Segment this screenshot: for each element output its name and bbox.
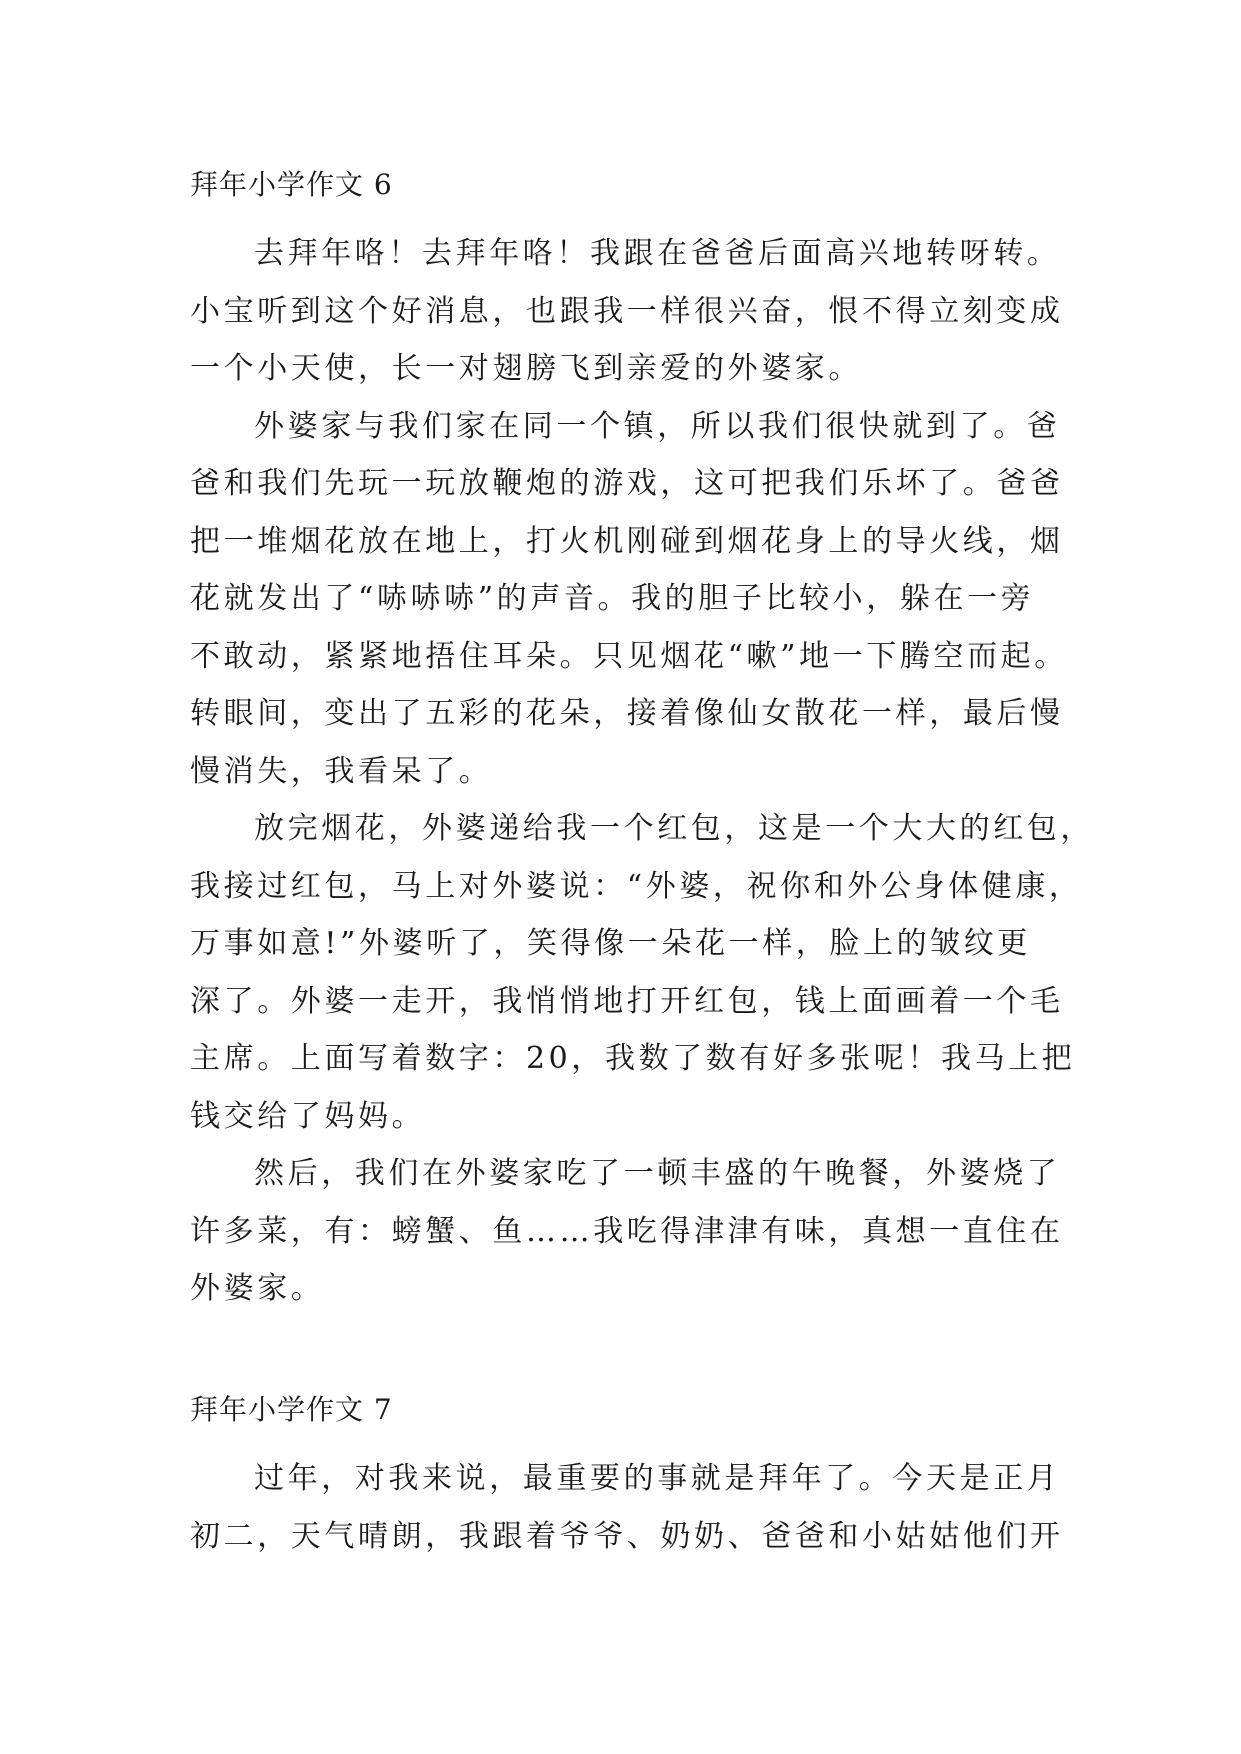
text-line: 钱交给了妈妈。 [190, 1098, 426, 1134]
paragraph [190, 1450, 1064, 1565]
text-line: 放完烟花，外婆递给我一个红包，这是一个大大的红包， [254, 811, 1094, 846]
text-line: 我接过红包，马上对外婆说：“外婆，祝你和外公身体健康， [190, 868, 1083, 904]
essay-section [190, 1390, 1064, 1565]
text-line: 爸和我们先玩一玩放鞭炮的游戏，这可把我们乐坏了。爸爸 [190, 466, 1064, 501]
text-line: 小宝听到这个好消息，也跟我一样很兴奋，恨不得立刻变成 [190, 293, 1064, 329]
text-line: 外婆家。 [190, 1271, 325, 1306]
text-line: 初二，天气晴朗，我跟着爷爷、奶奶、爸爸和小姑姑他们开 [190, 1518, 1064, 1554]
paragraph [190, 800, 1094, 1145]
text-line: 许多菜，有：螃蟹、鱼……我吃得津津有味，真想一直住在 [190, 1213, 1064, 1249]
paragraph [190, 225, 1064, 398]
text-line: 然后，我们在外婆家吃了一顿丰盛的午晚餐，外婆烧了 [254, 1156, 1061, 1191]
text-line: 外婆家与我们家在同一个镇，所以我们很快就到了。爸 [254, 408, 1061, 444]
essay-body [190, 225, 1094, 1318]
text-line: 万事如意!”外婆听了，笑得像一朵花一样，脸上的皱纹更 [190, 926, 1031, 961]
text-line: 深了。外婆一走开，我悄悄地打开红包，钱上面画着一个毛 [190, 983, 1064, 1019]
paragraph [190, 398, 1068, 801]
text-line: 一个小天使，长一对翅膀飞到亲爱的外婆家。 [190, 351, 862, 386]
text-line: 去拜年咯！去拜年咯！我跟在爸爸后面高兴地转呀转。 [254, 236, 1061, 271]
essay-title: 拜年小学作文 6 [190, 168, 393, 201]
text-line: 不敢动，紧紧地捂住耳朵。只见烟花“嗽”地一下腾空而起。 [190, 638, 1068, 674]
essay-title: 拜年小学作文 7 [190, 1393, 393, 1426]
text-line: 花就发出了“哧哧哧”的声音。我的胆子比较小，躲在一旁 [190, 581, 1035, 616]
text-line: 把一堆烟花放在地上，打火机刚碰到烟花身上的导火线，烟 [190, 523, 1064, 559]
text-line: 慢消失，我看呆了。 [190, 753, 493, 789]
text-line: 主席。上面写着数字：20，我数了数有好多张呢！我马上把 [190, 1041, 1076, 1076]
essay-section [190, 165, 1094, 1318]
text-line: 过年，对我来说，最重要的事就是拜年了。今天是正月 [254, 1461, 1061, 1496]
essay-body [190, 1450, 1064, 1565]
paragraph [190, 1145, 1064, 1318]
text-line: 转眼间，变出了五彩的花朵，接着像仙女散花一样，最后慢 [190, 696, 1064, 731]
